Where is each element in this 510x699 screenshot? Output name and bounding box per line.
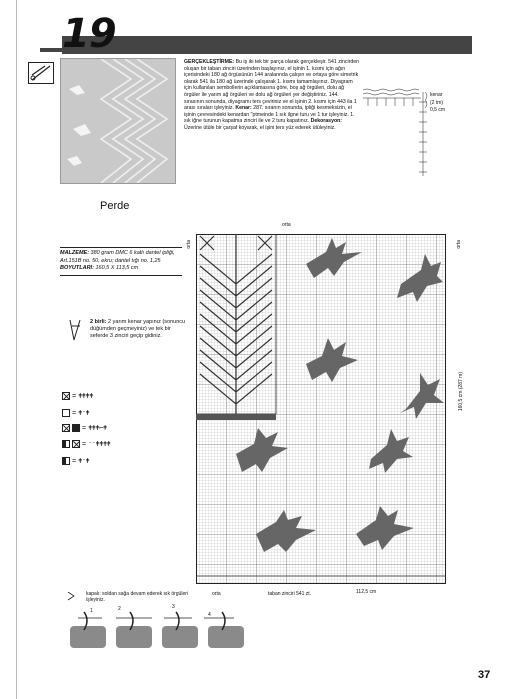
- kenar-heading: Kenar:: [235, 105, 252, 112]
- legend-equals: =: [82, 424, 87, 432]
- materials-heading: MALZEME:: [60, 250, 90, 256]
- instructions-part-1: Bu iş iki tek bir parça olarak gerçekleşir. 541 zincirden oluşan bir taban zinciri üzerinden başlayınız, el işinin 1. kısmı için ağın içerisindeki 180 ağ örgüsünün 144 aralarında çalışın ve ortaya göre simetrik olarak 541 ila 180 ağ üzerinde çalışarak 1. kısmı tamamlayınız. Diyagram için kullanılan sembollerin açıklamasına göre, boş ağ örgüleri, dolu ağ örgüler ile yarım ağ örgüleri ve dolu ağ örgüleri yer değiştiriniz. 144. sırasının sonunda, diyagramı ters çeviriniz ve el işinin 2. kısmı için 443 ila 1 arası sıraları işleyiniz.: [184, 59, 360, 112]
- half-square-icon: [62, 457, 70, 465]
- scissors-icon: [28, 62, 54, 84]
- chart-base-chain: taban zinciri 541 zt.: [268, 591, 312, 597]
- step-label: 3: [172, 604, 175, 610]
- legend-stitch: ǂ⁻ǂ: [78, 409, 90, 417]
- legend-equals: =: [82, 440, 87, 448]
- half-square-icon: [62, 440, 70, 448]
- stitch-instruction-text: 2 yarım kenar yapınız (sonuncu düğümden geçmeyiniz) ve tek bir seferde 3 zinciri geçip gidiniz.: [90, 319, 186, 339]
- page-edge-rule: [16, 0, 17, 699]
- size-text: 160,5 X 113,5 cm: [93, 265, 139, 271]
- empty-square-icon: [62, 409, 70, 417]
- instructions-part-3: Üzerine ütüle bir çarşaf koyarak, el işini ters yüz ederek ütüleyiniz.: [184, 124, 336, 131]
- legend-equals: =: [72, 457, 77, 465]
- legend-equals: =: [72, 392, 77, 400]
- legend-item: [62, 392, 93, 400]
- materials-text: 380 gram DMC 6 katlı dantel ipliği, Art.151B no. 50, ekru; dantel tığı no. 1,25: [60, 250, 175, 264]
- legend-equals: =: [72, 409, 77, 417]
- instructions-part-2: 287. sıranın sonunda, ipliği kesmeksizin, el işinin çevresindeki kenardan "ptmeinde 1 sık ilgne turu ve 1 tur işleyiniz. 1. sık iğne turunun kapatma zinciri ile ve 2 turu kapatınız.: [184, 105, 355, 125]
- curtain-photo: [60, 58, 176, 184]
- legend-stitch: ǂǂǂ⌐ǂ: [88, 424, 107, 432]
- edge-cm-label: (2 tm): [430, 100, 444, 106]
- cluster-stitch-icon: [68, 318, 82, 347]
- legend-item: [62, 440, 110, 448]
- instructions-text: [184, 59, 360, 132]
- size-heading: BOYUTLARI:: [60, 265, 94, 271]
- edge-size-label: 0,5 cm: [430, 107, 446, 113]
- filled-square-icon: [72, 424, 80, 432]
- stitch-instruction: [90, 319, 190, 340]
- chart-width-label: 112,5 cm: [356, 589, 377, 595]
- legend-item: [62, 409, 89, 417]
- legend-item: [62, 424, 107, 432]
- chart-bottom-orta: orta: [212, 591, 221, 597]
- crossed-square-icon: [62, 424, 70, 432]
- stitch-diagram: [64, 592, 250, 674]
- legend-item: [62, 457, 89, 465]
- step-label: 2: [118, 606, 121, 612]
- step-label: 1: [90, 608, 93, 614]
- photo-caption: Perde: [100, 200, 130, 212]
- header-bar: [62, 36, 472, 54]
- header-bar-stub: [40, 48, 64, 52]
- instructions-heading: GERÇEKLEŞTİRME:: [184, 59, 235, 65]
- chart-height-label: 160,5 cm (287 m): [458, 372, 464, 412]
- step-label: 4: [208, 612, 211, 618]
- filet-chart: [196, 234, 446, 584]
- chart-top-label: orta: [282, 222, 291, 228]
- materials-box: [60, 247, 182, 276]
- crossed-square-icon: [72, 440, 80, 448]
- legend-stitch: ǂǂǂǂ: [78, 392, 93, 400]
- crossed-square-icon: [62, 392, 70, 400]
- chart-right-label: orta: [456, 240, 462, 249]
- legend-stitch: ⁻⁻ǂǂǂǂ: [88, 440, 111, 448]
- edge-kenar-label: kenar: [430, 92, 443, 98]
- stitch-instruction-heading: 2 birli:: [90, 319, 107, 325]
- page-number: 37: [478, 669, 491, 681]
- legend-stitch: ǂ⁻ǂ: [78, 457, 90, 465]
- decoration-heading: Dekorasyon:: [310, 118, 343, 125]
- pattern-number: 19: [62, 11, 116, 57]
- chart-left-label: orta: [186, 240, 192, 249]
- bottom-note: kapalı: soldan sağa devam ederek sık örgüleri işleyiniz.: [86, 591, 189, 603]
